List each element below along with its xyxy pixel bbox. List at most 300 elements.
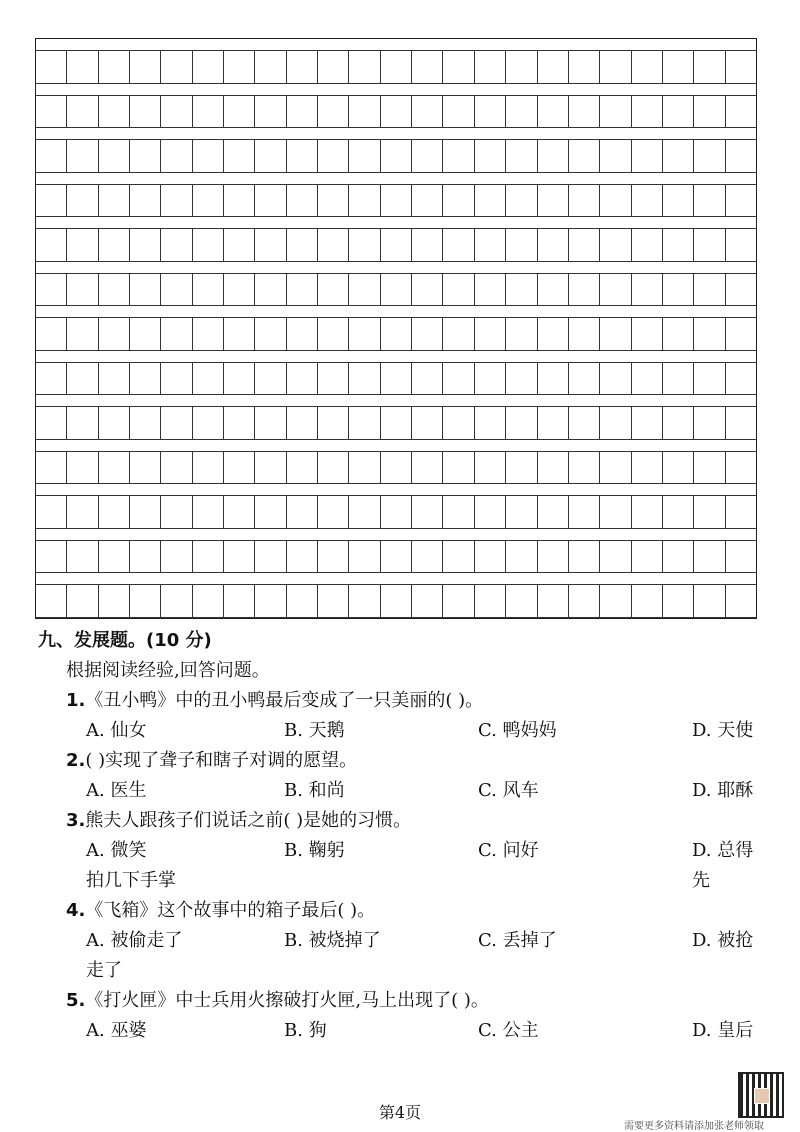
grid-cell	[600, 585, 631, 617]
grid-cell	[161, 585, 192, 617]
grid-cell	[506, 541, 537, 573]
grid-cell	[193, 51, 224, 83]
grid-cell	[694, 496, 725, 528]
grid-cell	[632, 541, 663, 573]
grid-cell	[224, 496, 255, 528]
grid-cell	[318, 140, 349, 172]
option-a[interactable]: A. 医生	[86, 780, 147, 801]
grid-cell	[632, 185, 663, 217]
grid-cell	[349, 452, 380, 484]
grid-spacer-band	[36, 351, 756, 363]
grid-cell	[130, 541, 161, 573]
grid-cell	[36, 140, 67, 172]
grid-cell	[349, 363, 380, 395]
grid-cell	[349, 185, 380, 217]
grid-cell	[569, 496, 600, 528]
grid-cell	[443, 185, 474, 217]
grid-cell	[663, 140, 694, 172]
grid-cell	[381, 496, 412, 528]
grid-cell	[130, 452, 161, 484]
option-d[interactable]: D. 皇后	[692, 1020, 754, 1041]
grid-cell	[726, 185, 756, 217]
grid-cell	[412, 51, 443, 83]
grid-cell	[224, 96, 255, 128]
grid-cell	[663, 51, 694, 83]
grid-cell	[161, 185, 192, 217]
question-text: 《飞箱》这个故事中的箱子最后( )。	[85, 900, 376, 921]
grid-cell	[694, 140, 725, 172]
grid-cell	[569, 51, 600, 83]
grid-cell	[443, 585, 474, 617]
grid-cell	[255, 363, 286, 395]
grid-cell	[193, 274, 224, 306]
question-list	[38, 686, 768, 1046]
grid-spacer-band	[36, 217, 756, 229]
grid-cell	[36, 185, 67, 217]
grid-cell	[67, 318, 98, 350]
option-c[interactable]: C. 鸭妈妈	[478, 720, 557, 741]
grid-cell	[99, 452, 130, 484]
grid-cell	[99, 541, 130, 573]
question-number: 1.	[66, 690, 86, 711]
grid-cell	[506, 496, 537, 528]
grid-cell	[412, 96, 443, 128]
grid-cell	[475, 407, 506, 439]
grid-cell	[632, 274, 663, 306]
grid-cell	[255, 185, 286, 217]
grid-cell	[600, 452, 631, 484]
grid-cell	[224, 318, 255, 350]
grid-row	[36, 318, 756, 351]
grid-cell	[67, 51, 98, 83]
grid-cell	[193, 585, 224, 617]
grid-cell	[506, 140, 537, 172]
grid-cell	[381, 407, 412, 439]
grid-cell	[224, 585, 255, 617]
grid-cell	[443, 51, 474, 83]
grid-cell	[538, 274, 569, 306]
grid-cell	[36, 452, 67, 484]
grid-cell	[318, 318, 349, 350]
grid-cell	[255, 407, 286, 439]
grid-cell	[36, 363, 67, 395]
grid-row	[36, 363, 756, 396]
grid-cell	[130, 496, 161, 528]
section-intro: 根据阅读经验,回答问题。	[66, 660, 270, 681]
grid-cell	[475, 51, 506, 83]
grid-cell	[381, 185, 412, 217]
option-c[interactable]: C. 丢掉了	[478, 930, 557, 951]
grid-cell	[632, 452, 663, 484]
grid-cell	[130, 140, 161, 172]
grid-cell	[726, 140, 756, 172]
grid-cell	[506, 363, 537, 395]
grid-cell	[694, 363, 725, 395]
grid-cell	[255, 140, 286, 172]
grid-cell	[600, 274, 631, 306]
grid-cell	[36, 585, 67, 617]
grid-cell	[694, 407, 725, 439]
grid-cell	[36, 96, 67, 128]
grid-cell	[193, 541, 224, 573]
grid-cell	[506, 274, 537, 306]
grid-cell	[600, 363, 631, 395]
grid-cell	[694, 185, 725, 217]
grid-cell	[318, 407, 349, 439]
grid-cell	[99, 318, 130, 350]
grid-cell	[475, 274, 506, 306]
grid-cell	[632, 96, 663, 128]
option-c[interactable]: C. 风车	[478, 780, 539, 801]
grid-row	[36, 585, 756, 618]
grid-cell	[161, 496, 192, 528]
grid-cell	[443, 96, 474, 128]
grid-cell	[349, 274, 380, 306]
grid-cell	[67, 96, 98, 128]
grid-cell	[726, 585, 756, 617]
grid-cell	[161, 51, 192, 83]
grid-cell	[381, 363, 412, 395]
question-item	[38, 986, 768, 1016]
grid-cell	[99, 96, 130, 128]
grid-cell	[694, 96, 725, 128]
grid-cell	[255, 274, 286, 306]
grid-cell	[318, 496, 349, 528]
grid-spacer-band	[36, 529, 756, 541]
question-item	[38, 806, 768, 836]
grid-cell	[349, 585, 380, 617]
grid-cell	[224, 363, 255, 395]
grid-cell	[224, 140, 255, 172]
grid-cell	[130, 185, 161, 217]
grid-cell	[193, 185, 224, 217]
grid-cell	[726, 541, 756, 573]
grid-row	[36, 96, 756, 129]
grid-cell	[538, 318, 569, 350]
grid-cell	[412, 185, 443, 217]
grid-cell	[287, 51, 318, 83]
grid-cell	[443, 363, 474, 395]
grid-cell	[726, 363, 756, 395]
grid-cell	[443, 407, 474, 439]
grid-cell	[412, 541, 443, 573]
grid-cell	[475, 541, 506, 573]
option-b[interactable]: B. 鞠躬	[284, 840, 345, 861]
grid-cell	[318, 274, 349, 306]
grid-cell	[600, 407, 631, 439]
grid-cell	[475, 496, 506, 528]
grid-cell	[600, 51, 631, 83]
grid-cell	[255, 541, 286, 573]
grid-cell	[318, 229, 349, 261]
grid-cell	[569, 407, 600, 439]
option-c[interactable]: C. 问好	[478, 840, 539, 861]
grid-cell	[67, 229, 98, 261]
grid-cell	[349, 318, 380, 350]
question-text: ( )实现了聋子和瞎子对调的愿望。	[85, 750, 358, 771]
grid-cell	[193, 229, 224, 261]
option-b[interactable]: B. 被烧掉了	[284, 930, 381, 951]
grid-cell	[600, 541, 631, 573]
grid-cell	[287, 229, 318, 261]
grid-cell	[255, 318, 286, 350]
grid-cell	[36, 496, 67, 528]
grid-cell	[506, 185, 537, 217]
grid-cell	[663, 585, 694, 617]
grid-cell	[318, 585, 349, 617]
option-a[interactable]: A. 巫婆	[86, 1020, 147, 1041]
grid-cell	[99, 140, 130, 172]
grid-cell	[694, 541, 725, 573]
grid-cell	[506, 407, 537, 439]
grid-cell	[224, 51, 255, 83]
grid-cell	[318, 452, 349, 484]
option-row	[38, 1016, 768, 1046]
grid-spacer-band	[36, 573, 756, 585]
grid-cell	[193, 140, 224, 172]
grid-cell	[569, 452, 600, 484]
grid-cell	[161, 363, 192, 395]
grid-cell	[36, 407, 67, 439]
grid-cell	[99, 229, 130, 261]
grid-cell	[475, 585, 506, 617]
grid-cell	[569, 585, 600, 617]
grid-cell	[475, 363, 506, 395]
question-text: 《丑小鸭》中的丑小鸭最后变成了一只美丽的( )。	[85, 690, 484, 711]
section-title: 九、发展题。(10 分)	[38, 630, 212, 651]
grid-cell	[600, 318, 631, 350]
grid-cell	[663, 363, 694, 395]
grid-cell	[381, 229, 412, 261]
grid-cell	[538, 407, 569, 439]
grid-cell	[36, 318, 67, 350]
grid-spacer-band	[36, 484, 756, 496]
grid-cell	[726, 452, 756, 484]
grid-cell	[569, 363, 600, 395]
grid-cell	[130, 363, 161, 395]
grid-cell	[694, 229, 725, 261]
grid-cell	[475, 318, 506, 350]
option-b[interactable]: B. 和尚	[284, 780, 345, 801]
grid-cell	[161, 318, 192, 350]
grid-spacer-band	[36, 395, 756, 407]
grid-cell	[663, 496, 694, 528]
grid-spacer-band	[36, 84, 756, 96]
grid-cell	[412, 274, 443, 306]
grid-cell	[193, 452, 224, 484]
grid-cell	[67, 274, 98, 306]
grid-cell	[538, 185, 569, 217]
grid-cell	[632, 229, 663, 261]
grid-cell	[287, 185, 318, 217]
grid-cell	[694, 318, 725, 350]
grid-cell	[569, 229, 600, 261]
grid-cell	[412, 318, 443, 350]
grid-cell	[193, 407, 224, 439]
grid-cell	[632, 585, 663, 617]
grid-cell	[694, 585, 725, 617]
grid-cell	[224, 541, 255, 573]
grid-cell	[663, 96, 694, 128]
grid-cell	[506, 318, 537, 350]
option-d[interactable]: D. 耶酥	[692, 780, 754, 801]
grid-cell	[224, 452, 255, 484]
grid-cell	[506, 229, 537, 261]
grid-cell	[224, 274, 255, 306]
page-number: 第4页	[378, 1103, 422, 1122]
grid-cell	[726, 407, 756, 439]
grid-cell	[632, 407, 663, 439]
grid-cell	[663, 407, 694, 439]
grid-cell	[67, 185, 98, 217]
grid-cell	[287, 496, 318, 528]
grid-cell	[726, 274, 756, 306]
grid-cell	[381, 51, 412, 83]
grid-cell	[67, 496, 98, 528]
grid-cell	[67, 140, 98, 172]
grid-row	[36, 407, 756, 440]
option-row	[38, 776, 768, 806]
grid-cell	[287, 96, 318, 128]
grid-cell	[318, 96, 349, 128]
grid-cell	[538, 363, 569, 395]
grid-cell	[349, 140, 380, 172]
option-d[interactable]: D. 总得先	[692, 840, 754, 891]
grid-cell	[130, 96, 161, 128]
grid-cell	[99, 407, 130, 439]
grid-cell	[475, 140, 506, 172]
grid-cell	[349, 229, 380, 261]
option-row	[38, 716, 768, 746]
grid-cell	[412, 496, 443, 528]
grid-cell	[632, 318, 663, 350]
grid-cell	[726, 96, 756, 128]
grid-cell	[161, 96, 192, 128]
question-item	[38, 746, 768, 776]
grid-cell	[349, 407, 380, 439]
grid-row	[36, 274, 756, 307]
question-item	[38, 896, 768, 926]
grid-cell	[287, 363, 318, 395]
grid-cell	[349, 496, 380, 528]
option-c[interactable]: C. 公主	[478, 1020, 539, 1041]
grid-cell	[287, 407, 318, 439]
grid-cell	[36, 541, 67, 573]
grid-cell	[538, 541, 569, 573]
grid-cell	[569, 140, 600, 172]
grid-cell	[538, 229, 569, 261]
option-row	[38, 926, 768, 956]
writing-grid	[35, 38, 757, 619]
grid-cell	[224, 229, 255, 261]
grid-row	[36, 496, 756, 529]
option-d[interactable]: D. 天使	[692, 720, 754, 741]
grid-cell	[663, 229, 694, 261]
option-d[interactable]: D. 被抢	[692, 930, 754, 951]
grid-cell	[99, 51, 130, 83]
grid-cell	[443, 541, 474, 573]
grid-cell	[381, 452, 412, 484]
grid-cell	[255, 452, 286, 484]
option-a[interactable]: A. 微笑	[86, 840, 147, 861]
grid-cell	[255, 51, 286, 83]
grid-row	[36, 541, 756, 574]
grid-cell	[161, 407, 192, 439]
grid-cell	[569, 96, 600, 128]
grid-row	[36, 229, 756, 262]
grid-cell	[130, 229, 161, 261]
grid-cell	[130, 407, 161, 439]
grid-cell	[255, 585, 286, 617]
grid-cell	[381, 541, 412, 573]
question-number: 4.	[66, 900, 86, 921]
grid-cell	[538, 585, 569, 617]
grid-spacer-band	[36, 440, 756, 452]
grid-cell	[318, 363, 349, 395]
grid-cell	[224, 185, 255, 217]
grid-cell	[412, 140, 443, 172]
grid-spacer-band	[36, 262, 756, 274]
grid-cell	[381, 318, 412, 350]
grid-cell	[381, 140, 412, 172]
grid-cell	[663, 274, 694, 306]
grid-cell	[161, 541, 192, 573]
grid-cell	[443, 452, 474, 484]
option-a[interactable]: A. 被偷走了	[86, 930, 183, 951]
grid-cell	[600, 496, 631, 528]
grid-cell	[475, 229, 506, 261]
grid-cell	[506, 585, 537, 617]
grid-cell	[318, 51, 349, 83]
grid-cell	[600, 96, 631, 128]
grid-cell	[412, 407, 443, 439]
grid-cell	[506, 452, 537, 484]
grid-cell	[632, 363, 663, 395]
grid-cell	[726, 496, 756, 528]
question-item	[38, 686, 768, 716]
grid-cell	[287, 318, 318, 350]
grid-cell	[161, 229, 192, 261]
grid-cell	[224, 407, 255, 439]
grid-cell	[99, 185, 130, 217]
question-number: 2.	[66, 750, 86, 771]
grid-cell	[538, 496, 569, 528]
grid-cell	[443, 496, 474, 528]
option-b[interactable]: B. 狗	[284, 1020, 327, 1041]
grid-cell	[600, 185, 631, 217]
grid-cell	[538, 51, 569, 83]
question-text: 《打火匣》中士兵用火擦破打火匣,马上出现了( )。	[85, 990, 489, 1011]
grid-cell	[130, 318, 161, 350]
grid-cell	[475, 96, 506, 128]
grid-cell	[443, 274, 474, 306]
grid-cell	[663, 541, 694, 573]
grid-cell	[694, 51, 725, 83]
grid-cell	[130, 585, 161, 617]
option-a[interactable]: A. 仙女	[86, 720, 147, 741]
grid-cell	[318, 541, 349, 573]
grid-cell	[67, 407, 98, 439]
grid-cell	[381, 274, 412, 306]
grid-cell	[193, 496, 224, 528]
option-b[interactable]: B. 天鹅	[284, 720, 345, 741]
question-number: 5.	[66, 990, 86, 1011]
grid-spacer-band	[36, 173, 756, 185]
grid-cell	[287, 140, 318, 172]
grid-cell	[99, 363, 130, 395]
grid-cell	[538, 96, 569, 128]
grid-cell	[412, 363, 443, 395]
